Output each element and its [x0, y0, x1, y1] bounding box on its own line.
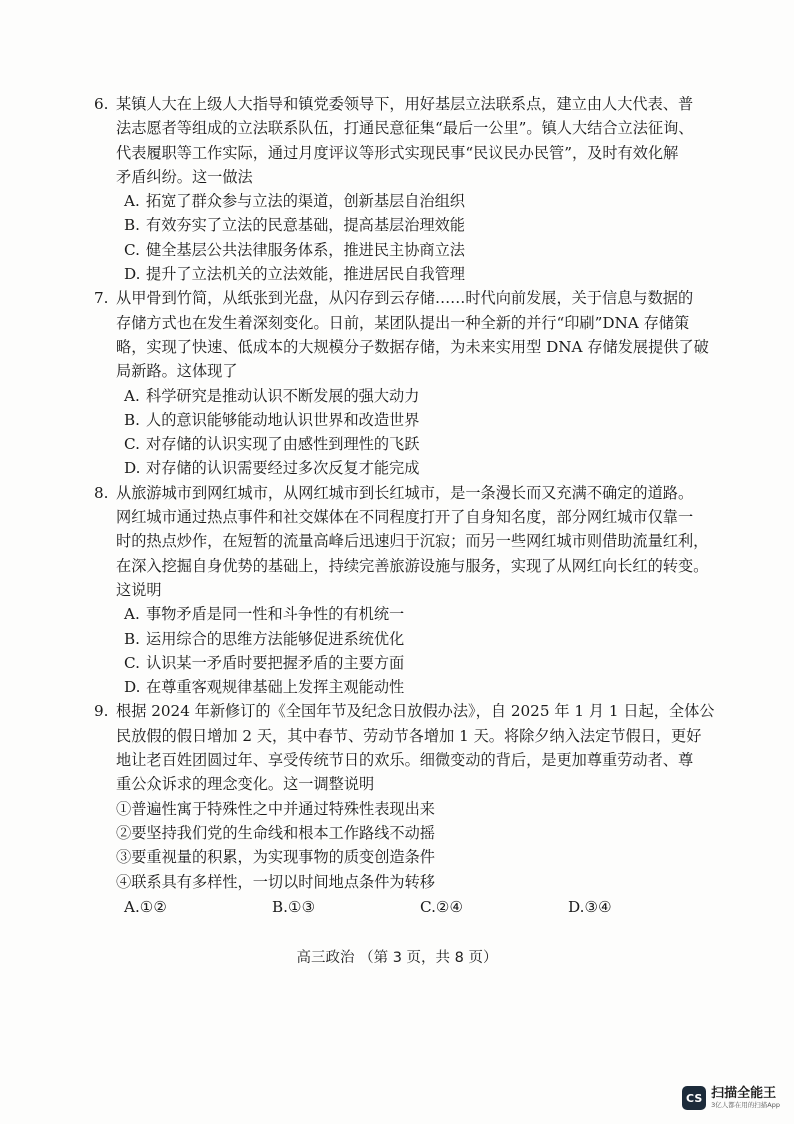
question-list — [94, 92, 716, 920]
question-stem-line: 存储方式也在发生着深刻变化。日前，某团队提出一种全新的并行“印刷”DNA 存储策 — [116, 313, 690, 332]
statement-item: ④联系具有多样性，一切以时间地点条件为转移 — [116, 872, 435, 891]
question-stem-line: 这说明 — [116, 580, 162, 599]
page-footer: 高三政治 （第 3 页，共 8 页） — [296, 950, 498, 966]
option-c: C. 对存储的认识实现了由感性到理性的飞跃 — [124, 435, 420, 454]
watermark-title: 扫描全能王 — [711, 1085, 777, 1101]
question-stem-line: 略，实现了快速、低成本的大规模分子数据存储，为未来实用型 DNA 存储发展提供了破 — [116, 337, 709, 356]
choice-a: A.①② — [124, 897, 168, 916]
choice-d: D.③④ — [568, 897, 612, 916]
statement-item: ①普遍性寓于特殊性之中并通过特殊性表现出来 — [116, 799, 435, 818]
question-number: 9. — [94, 702, 109, 721]
watermark-text — [711, 1087, 780, 1109]
question-6 — [94, 92, 716, 286]
scanner-watermark — [682, 1086, 780, 1110]
question-stem-line: 时的热点炒作，在短暂的流量高峰后迅速归于沉寂；而另一些网红城市则借助流量红利， — [116, 532, 709, 551]
watermark-subtitle: 3亿人都在用的扫描App — [711, 1101, 780, 1110]
question-stem-line: 地让老百姓团圆过年、享受传统节日的欢乐。细微变动的背后，是更加尊重劳动者、尊 — [116, 751, 694, 770]
choice-c: C.②④ — [420, 897, 464, 916]
question-stem-line: 矛盾纠纷。这一做法 — [116, 167, 253, 186]
option-d: D. 提升了立法机关的立法效能，推进居民自我管理 — [124, 265, 465, 284]
option-b: B. 人的意识能够能动地认识世界和改造世界 — [124, 410, 420, 429]
question-stem-line: 局新路。这体现了 — [116, 362, 238, 381]
question-stem-line: 9. 根据 2024 年新修订的《全国年节及纪念日放假办法》，自 2025 年 1 月 1 日起，全体公 — [94, 699, 716, 723]
option-d: D. 对存储的认识需要经过多次反复才能完成 — [124, 459, 420, 478]
question-number: 8. — [94, 483, 109, 502]
choice-b: B.①③ — [272, 897, 316, 916]
question-stem-line: 代表履职等工作实际，通过月度评议等形式实现民事“民议民办民管”，及时有效化解 — [116, 143, 679, 162]
question-stem-line: 8. 从旅游城市到网红城市，从网红城市到长红城市，是一条漫长而又充满不确定的道路。 — [94, 481, 716, 505]
option-a: A. 事物矛盾是同一性和斗争性的有机统一 — [124, 605, 405, 624]
question-stem-line: 6. 某镇人大在上级人大指导和镇党委领导下，用好基层立法联系点，建立由人大代表、普 — [94, 92, 716, 116]
option-b: B. 有效夯实了立法的民意基础，提高基层治理效能 — [124, 216, 465, 235]
question-stem-line: 网红城市通过热点事件和社交媒体在不同程度打开了自身知名度，部分网红城市仅靠一 — [116, 508, 694, 527]
question-7 — [94, 286, 716, 480]
question-stem-line: 重公众诉求的理念变化。这一调整说明 — [116, 775, 375, 794]
choice-row — [116, 894, 716, 920]
question-8 — [94, 481, 716, 700]
option-a: A. 科学研究是推动认识不断发展的强大动力 — [124, 386, 420, 405]
option-c: C. 健全基层公共法律服务体系，推进民主协商立法 — [124, 240, 465, 259]
question-stem-line: 7. 从甲骨到竹简，从纸张到光盘，从闪存到云存储……时代向前发展，关于信息与数据的 — [94, 286, 716, 310]
question-9 — [94, 699, 716, 919]
statement-item: ③要重视量的积累，为实现事物的质变创造条件 — [116, 848, 435, 867]
question-stem-line: 民放假的假日增加 2 天，其中春节、劳动节各增加 1 天。将除夕纳入法定节假日，更好 — [116, 726, 702, 745]
question-number: 6. — [94, 95, 109, 113]
question-number: 7. — [94, 289, 109, 308]
option-c: C. 认识某一矛盾时要把握矛盾的主要方面 — [124, 653, 405, 672]
option-a: A. 拓宽了群众参与立法的渠道，创新基层自治组织 — [124, 192, 465, 211]
option-d: D. 在尊重客观规律基础上发挥主观能动性 — [124, 678, 405, 697]
option-b: B. 运用综合的思维方法能够促进系统优化 — [124, 629, 405, 648]
question-stem-line: 在深入挖掘自身优势的基础上，持续完善旅游设施与服务，实现了从网红向长红的转变。 — [116, 556, 709, 575]
camscanner-logo-icon: CS — [682, 1086, 706, 1110]
question-stem-line: 法志愿者等组成的立法联系队伍，打通民意征集“最后一公里”。镇人大结合立法征询、 — [116, 119, 694, 138]
statement-item: ②要坚持我们党的生命线和根本工作路线不动摇 — [116, 823, 435, 842]
